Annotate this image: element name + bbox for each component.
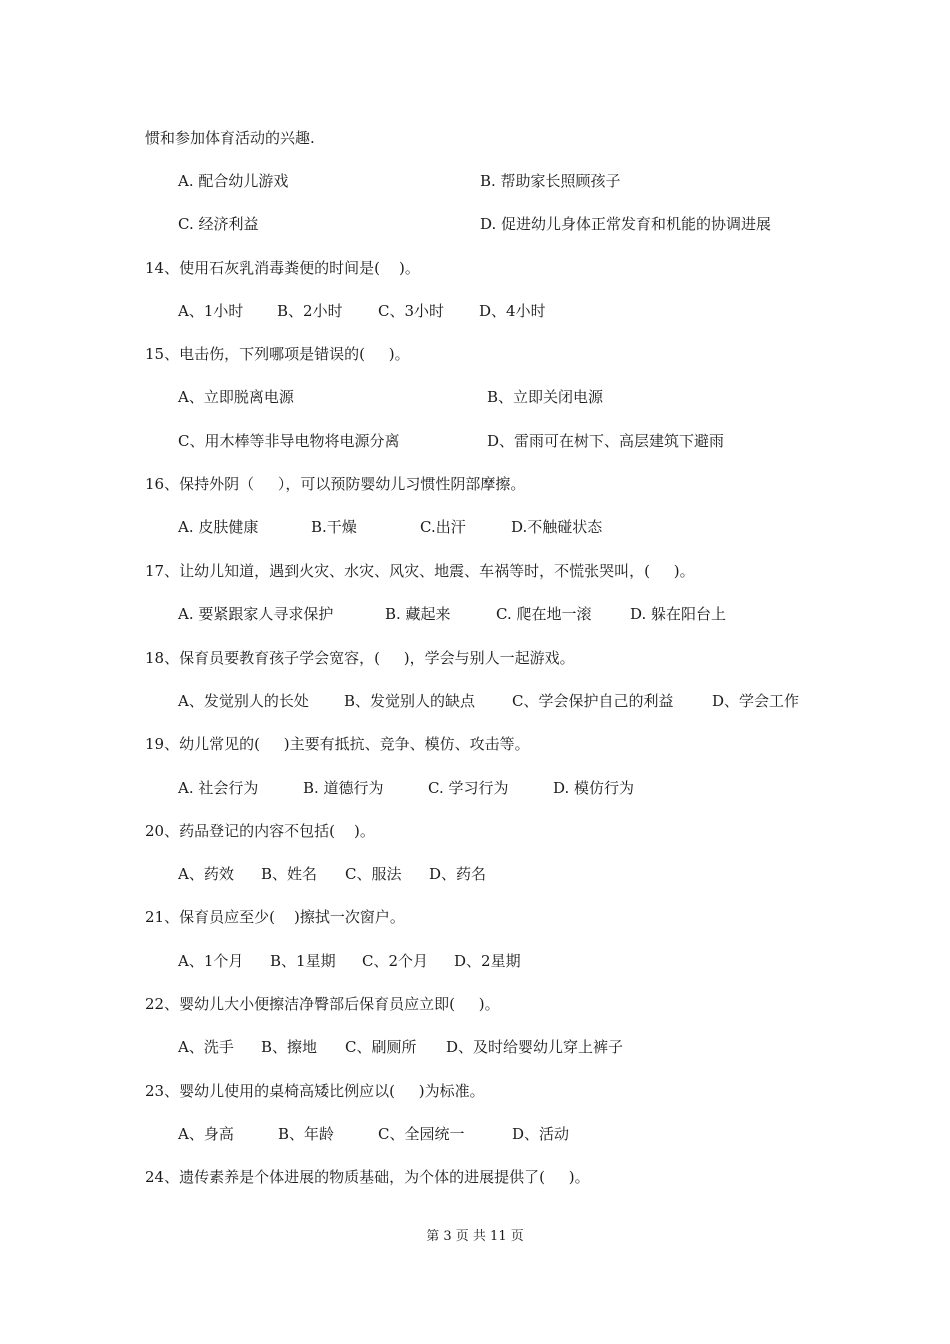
q16-option-b: B.干燥	[311, 518, 357, 536]
q21-option-b: B、1星期	[270, 952, 336, 970]
q18-option-d: D、学会工作	[712, 692, 800, 710]
q15-option-d: D、雷雨可在树下、高层建筑下避雨	[487, 432, 725, 450]
q14-option-b: B、2小时	[277, 302, 343, 320]
q16-option-d: D.不触碰状态	[511, 518, 603, 536]
q19-option-c: C. 学习行为	[428, 779, 509, 797]
q22-option-a: A、洗手	[178, 1038, 234, 1056]
question-18-stem: 18、保育员要教育孩子学会宽容，( )，学会与别人一起游戏。	[145, 649, 575, 667]
q22-option-b: B、擦地	[261, 1038, 318, 1056]
page-number-footer: 第 3 页 共 11 页	[426, 1229, 524, 1244]
q17-option-b: B. 藏起来	[385, 605, 451, 623]
q17-option-d: D. 躲在阳台上	[630, 605, 727, 623]
q15-option-b: B、立即关闭电源	[487, 388, 604, 406]
q20-option-c: C、服法	[345, 865, 402, 883]
q19-option-a: A. 社会行为	[178, 779, 259, 797]
option-c: C. 经济利益	[178, 215, 259, 233]
question-17-stem: 17、让幼儿知道，遇到火灾、水灾、风灾、地震、车祸等时，不慌张哭叫，( )。	[145, 562, 695, 580]
q23-option-c: C、全园统一	[378, 1125, 465, 1143]
q23-option-a: A、身高	[178, 1125, 234, 1143]
question-23-stem: 23、婴幼儿使用的桌椅高矮比例应以( )为标准。	[145, 1082, 485, 1100]
question-16-stem: 16、保持外阴（ ），可以预防婴幼儿习惯性阴部摩擦。	[145, 475, 526, 493]
q15-option-a: A、立即脱离电源	[178, 388, 294, 406]
q16-option-c: C.出汗	[420, 518, 466, 536]
q14-option-a: A、1小时	[178, 302, 244, 320]
option-a: A. 配合幼儿游戏	[178, 172, 289, 190]
q20-option-a: A、药效	[178, 865, 234, 883]
q22-option-d: D、及时给婴幼儿穿上裤子	[446, 1038, 624, 1056]
q22-option-c: C、刷厕所	[345, 1038, 417, 1056]
q21-option-a: A、1个月	[178, 952, 244, 970]
q18-option-b: B、发觉别人的缺点	[344, 692, 476, 710]
q19-option-d: D. 模仿行为	[553, 779, 635, 797]
question-21-stem: 21、保育员应至少( )擦拭一次窗户。	[145, 908, 405, 926]
question-19-stem: 19、幼儿常见的( )主要有抵抗、竞争、模仿、攻击等。	[145, 735, 530, 753]
q20-option-d: D、药名	[429, 865, 487, 883]
question-24-stem: 24、遗传素养是个体进展的物质基础，为个体的进展提供了( )。	[145, 1168, 590, 1186]
option-b: B. 帮助家长照顾孩子	[480, 172, 621, 190]
q23-option-d: D、活动	[512, 1125, 570, 1143]
q17-option-c: C. 爬在地一滚	[496, 605, 592, 623]
question-14-stem: 14、使用石灰乳消毒粪便的时间是( )。	[145, 259, 420, 277]
option-d: D. 促进幼儿身体正常发育和机能的协调进展	[480, 215, 772, 233]
q19-option-b: B. 道德行为	[303, 779, 384, 797]
q16-option-a: A. 皮肤健康	[178, 518, 259, 536]
question-22-stem: 22、婴幼儿大小便擦洁净臀部后保育员应立即( )。	[145, 995, 500, 1013]
q14-option-d: D、4小时	[479, 302, 546, 320]
q18-option-c: C、学会保护自己的利益	[512, 692, 674, 710]
q23-option-b: B、年龄	[278, 1125, 335, 1143]
question-continuation: 惯和参加体育活动的兴趣.	[145, 129, 315, 147]
q14-option-c: C、3小时	[378, 302, 445, 320]
q21-option-d: D、2星期	[454, 952, 521, 970]
q20-option-b: B、姓名	[261, 865, 318, 883]
q18-option-a: A、发觉别人的长处	[178, 692, 309, 710]
q17-option-a: A. 要紧跟家人寻求保护	[178, 605, 334, 623]
q15-option-c: C、用木棒等非导电物将电源分离	[178, 432, 400, 450]
question-20-stem: 20、药品登记的内容不包括( )。	[145, 822, 375, 840]
question-15-stem: 15、电击伤，下列哪项是错误的( )。	[145, 345, 410, 363]
q21-option-c: C、2个月	[362, 952, 429, 970]
